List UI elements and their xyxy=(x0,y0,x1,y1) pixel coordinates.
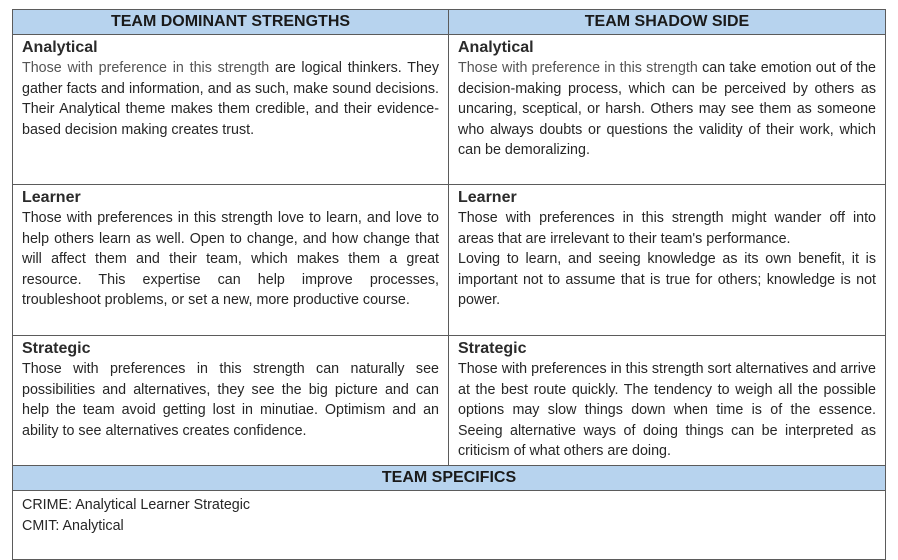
specifics-line-crime: CRIME: Analytical Learner Strategic xyxy=(22,497,251,513)
header-team-specifics: TEAM SPECIFICS xyxy=(13,466,886,491)
shadow-description: Those with preference in this strength can take emotion out of the decision-making process, which can be perceived by others as uncaring, sceptical, or harsh. Others may see them as someone who always doubts or questions the validity of their work, which can be demoralizing. xyxy=(458,60,876,159)
header-dominant-strengths: TEAM DOMINANT STRENGTHS xyxy=(13,10,449,35)
shadow-description: Those with preferences in this strength sort alternatives and arrive at the best route quickly. The tendency to weigh all the possible options may slow things down when time is of the essence. Seeing alternative ways of doing things can be interpreted as criticism of what others are doing. xyxy=(458,361,876,460)
shadow-title: Learner xyxy=(458,189,517,206)
header-shadow-side: TEAM SHADOW SIDE xyxy=(449,10,886,35)
shadow-description: Those with preferences in this strength might wander off into areas that are irrelevant to their team's performance. xyxy=(458,210,876,247)
cell-strength-learner xyxy=(13,185,449,336)
header-row xyxy=(13,10,886,35)
cell-strength-strategic xyxy=(13,336,449,466)
shadow-title: Strategic xyxy=(458,340,527,357)
specifics-row xyxy=(13,491,886,560)
strengths-table xyxy=(12,9,886,560)
strength-description: Those with preference in this strength are logical thinkers. They gather facts and information, and as such, make sound decisions. Their Analytical theme makes them credible, and their evidence-based decision making creates trust. xyxy=(22,60,439,138)
strength-description: Those with preferences in this strength can naturally see possibilities and alternatives, they see the big picture and can help the team avoid getting lost in minutiae. Optimism and an ability to see alternatives creates confidence. xyxy=(22,361,439,439)
table-row-analytical xyxy=(13,35,886,185)
table-row-strategic xyxy=(13,336,886,466)
table-row-learner xyxy=(13,185,886,336)
cell-shadow-learner xyxy=(449,185,886,336)
shadow-description-continued: Loving to learn, and seeing knowledge as its own benefit, it is important not to assume that is true for others; knowledge is not power. xyxy=(458,251,876,309)
specifics-line-cmit: CMIT: Analytical xyxy=(22,518,124,534)
cell-team-specifics xyxy=(13,491,886,560)
strength-description: Those with preferences in this strength love to learn, and love to help others learn as well. Open to change, and how change that will affect them and their team, which makes them a great resource. This expertise can help improve processes, troubleshoot problems, or set a new, more productive course. xyxy=(22,210,439,309)
cell-strength-analytical xyxy=(13,35,449,185)
strength-title: Strategic xyxy=(22,340,91,357)
strength-title: Analytical xyxy=(22,39,98,56)
strength-title: Learner xyxy=(22,189,81,206)
specifics-header-row xyxy=(13,466,886,491)
shadow-title: Analytical xyxy=(458,39,534,56)
cell-shadow-analytical xyxy=(449,35,886,185)
cell-shadow-strategic xyxy=(449,336,886,466)
